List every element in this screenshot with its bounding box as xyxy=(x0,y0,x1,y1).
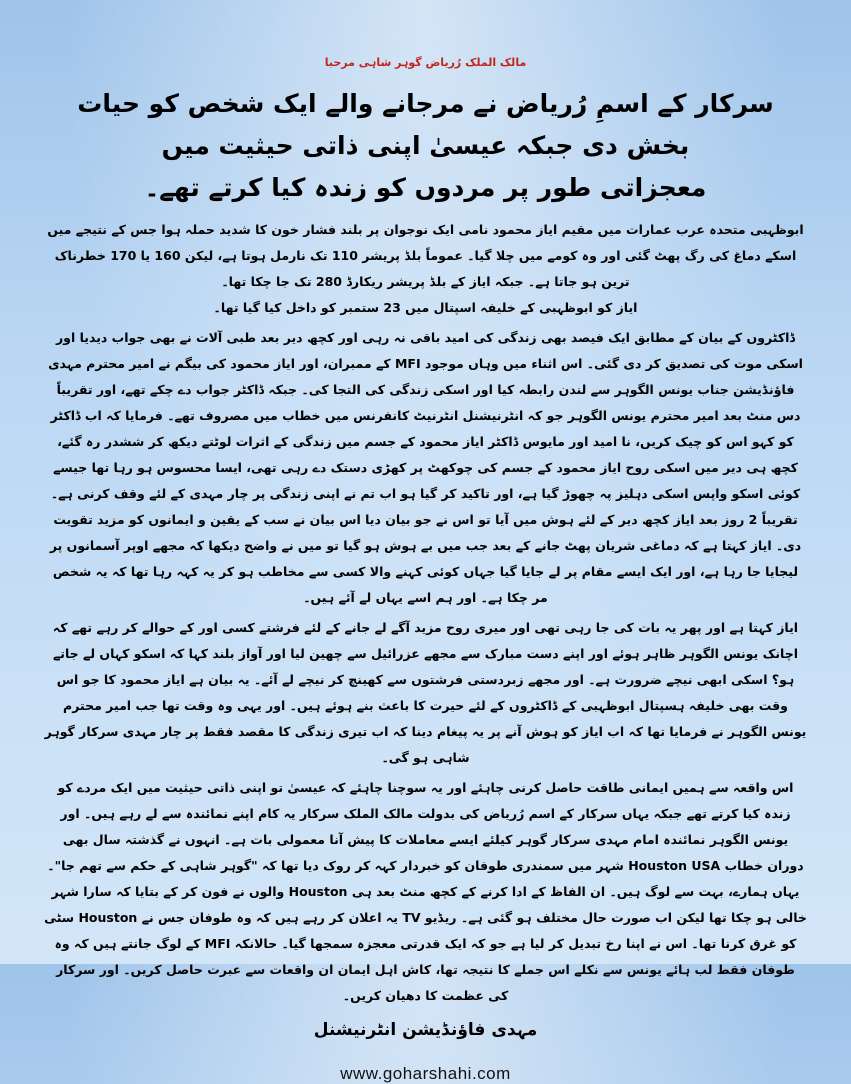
paragraph-conclusion: اس واقعہ سے ہمیں ایمانی طاقت حاصل کرنی چاہئے اور یہ سوچنا چاہئے کہ عیسیٰ تو اپنی ذاتی حیثیت میں ایک مردے کو زندہ کیا کرتے تھے جبکہ یہاں سرکار کے اسم رُریاض کی بدولت مالک الملک سرکار یہ کام اپنے نمائندہ سے لے رہے ہیں۔ اور یونس الگوہر نمائندہ امام مہدی سرکار گوہر کیلئے ایسے معاملات کا پیش آنا معمولی بات ہے۔ انہوں نے گذشتہ سال بھی دوران خطاب Houston USA شہر میں سمندری طوفان کو خبردار کہہ کر روک دیا تھا کہ "گوہر شاہی کے حکم سے تھم جا"۔ یہاں ہمارے، بہت سے لوگ ہیں۔ ان الفاظ کے ادا کرنے کے کچھ منٹ بعد ہی Houston والوں نے فون کر کے بتایا کہ سارا شہر خالی ہو چکا تھا لیکن اب صورت حال مختلف ہو گئی ہے۔ ریڈیو TV یہ اعلان کر رہے ہیں کہ وہ طوفان جس نے Houston سٹی کو غرق کرنا تھا۔ اس نے اپنا رخ تبدیل کر لیا ہے جو کہ ایک قدرتی معجزہ سمجھا گیا۔ حالانکہ MFI کے لوگ جانتے ہیں کہ وہ طوفان فقط لب ہائے یونس سے نکلے اس جملے کا نتیجہ تھا، کاش اہل ایمان ان واقعات سے عبرت حاصل کریں۔ اور سرکار کی عظمت کا دھیان کریں۔ xyxy=(44,780,807,1003)
paragraph-intro: ابوظہبی متحدہ عرب عمارات میں مقیم ایاز محمود نامی ایک نوجوان پر بلند فشار خون کا شدید حملہ ہوا جس کے نتیجے میں اسکے دماغ کی رگ پھٹ گئی اور وہ کومے میں چلا گیا۔ عموماً بلڈ پریشر 110 تک نارمل ہوتا ہے، لیکن 160 یا 170 خطرناک ترین ہو جاتا ہے۔ جبکہ ایاز کے بلڈ پریشر ریکارڈ 280 تک جا چکا تھا۔ xyxy=(47,222,804,289)
paragraph-admission: ایاز کو ابوظہبی کے خلیفہ اسپتال میں 23 ستمبر کو داخل کیا گیا تھا۔ xyxy=(213,300,638,315)
paragraph-testimony: ایاز کہتا ہے اور پھر یہ بات کی جا رہی تھی اور میری روح مزید آگے لے جانے کے لئے فرشتے کسی اور کے حوالے کر رہے تھے کہ اچانک یونس الگوہر ظاہر ہوئے اور اپنے دست مبارک سے مجھے عزرائیل سے چھین لیا اور آواز بلند کہا کہ اسکو کہاں لے جاتے ہو؟ اسکی ابھی نیچے ضرورت ہے۔ اور مجھے زبردستی فرشتوں سے کھینچ کر نیچے لے آئے۔ یہ بیان ہے ایاز محمود کا جو اس وقت بھی خلیفہ ہسپتال ابوظہبی کے ڈاکٹروں کے لئے حیرت کا باعث بنے ہوئے ہیں۔ اور یہی وہ وقت تھا جب امیر محترم یونس الگوہر نے فرمایا تھا کہ اب ایاز کو ہوش آنے پر یہ پیغام دینا کہ اب تیری زندگی کا مقصد فقط پر چار مہدی سرکار گوہر شاہی ہو گی۔ xyxy=(44,620,807,765)
article-title xyxy=(44,83,807,209)
article-title-line-1: سرکار کے اسمِ رُریاض نے مرجانے والے ایک شخص کو حیات بخش دی جبکہ عیسیٰ اپنی ذاتی حیثیت میں xyxy=(77,89,774,160)
website-url[interactable]: www.goharshahi.com xyxy=(340,1064,511,1083)
paragraph-doctors: ڈاکٹروں کے بیان کے مطابق ایک فیصد بھی زندگی کی امید باقی نہ رہی اور کچھ دیر بعد طبی آلات نے بھی جواب دیدیا اور اسکی موت کی تصدیق کر دی گئی۔ اس اثناء میں وہاں موجود MFI کے ممبران، اور ایاز محمود کی بیگم نے امیر محترم مہدی فاؤنڈیشن جناب یونس الگوہر سے لندن رابطہ کیا اور اسکی زندگی کی التجا کی۔ جبکہ ڈاکٹر جواب دے چکے تھے، اور تقریباً دس منٹ بعد امیر محترم یونس الگوہر جو کہ انٹرنیشنل انٹرنیٹ کانفرنس میں خطاب میں مصروف تھے۔ فرمایا کہ اب ڈاکٹر کو کہو اس کو چیک کریں، نا امید اور مایوس ڈاکٹر ایاز محمود کے جسم میں زندگی کے اثرات لوٹتے دیکھ کر ششدر رہ گئے، کچھ ہی دیر میں اسکی روح ایاز محمود کے جسم کی چوکھٹ پر کھڑی دستک دے رہی تھی، ایسا محسوس ہو رہا تھا جیسے کوئی اسکو واپس اسکی دہلیز پہ چھوڑ گیا ہے، اور تاکید کر گیا ہو اب تم نے اپنی زندگی پر چار مہدی کے لئے وقف کرنی ہے۔ تقریباً 2 روز بعد ایاز کچھ دیر کے لئے ہوش میں آیا تو اس نے جو بیان دیا اس بیان نے سب کے یقین و ایمانوں کو مزید تقویت دی۔ ایاز کہتا ہے کہ دماغی شریان پھٹ جانے کے بعد جب میں بے ہوش ہو گیا تو میں نے واضح دیکھا کہ مجھے اوپر آسمانوں پر لیجایا جا رہا ہے، اور ایک ایسے مقام پر لے جایا گیا جہاں کوئی کہنے والا کسی سے مخاطب ہو کر یہ کہہ رہا تھا کہ یہ شخص مر چکا ہے۔ اور ہم اسے یہاں لے آئے ہیں۔ xyxy=(48,330,803,605)
header-tagline: مالک الملک رُریاض گوہر شاہی مرحبا xyxy=(324,56,527,69)
signature: مہدی فاؤنڈیشن انٹرنیشنل xyxy=(313,1020,538,1040)
article-title-line-2: معجزاتی طور پر مردوں کو زندہ کیا کرتے تھے۔ xyxy=(144,173,707,202)
